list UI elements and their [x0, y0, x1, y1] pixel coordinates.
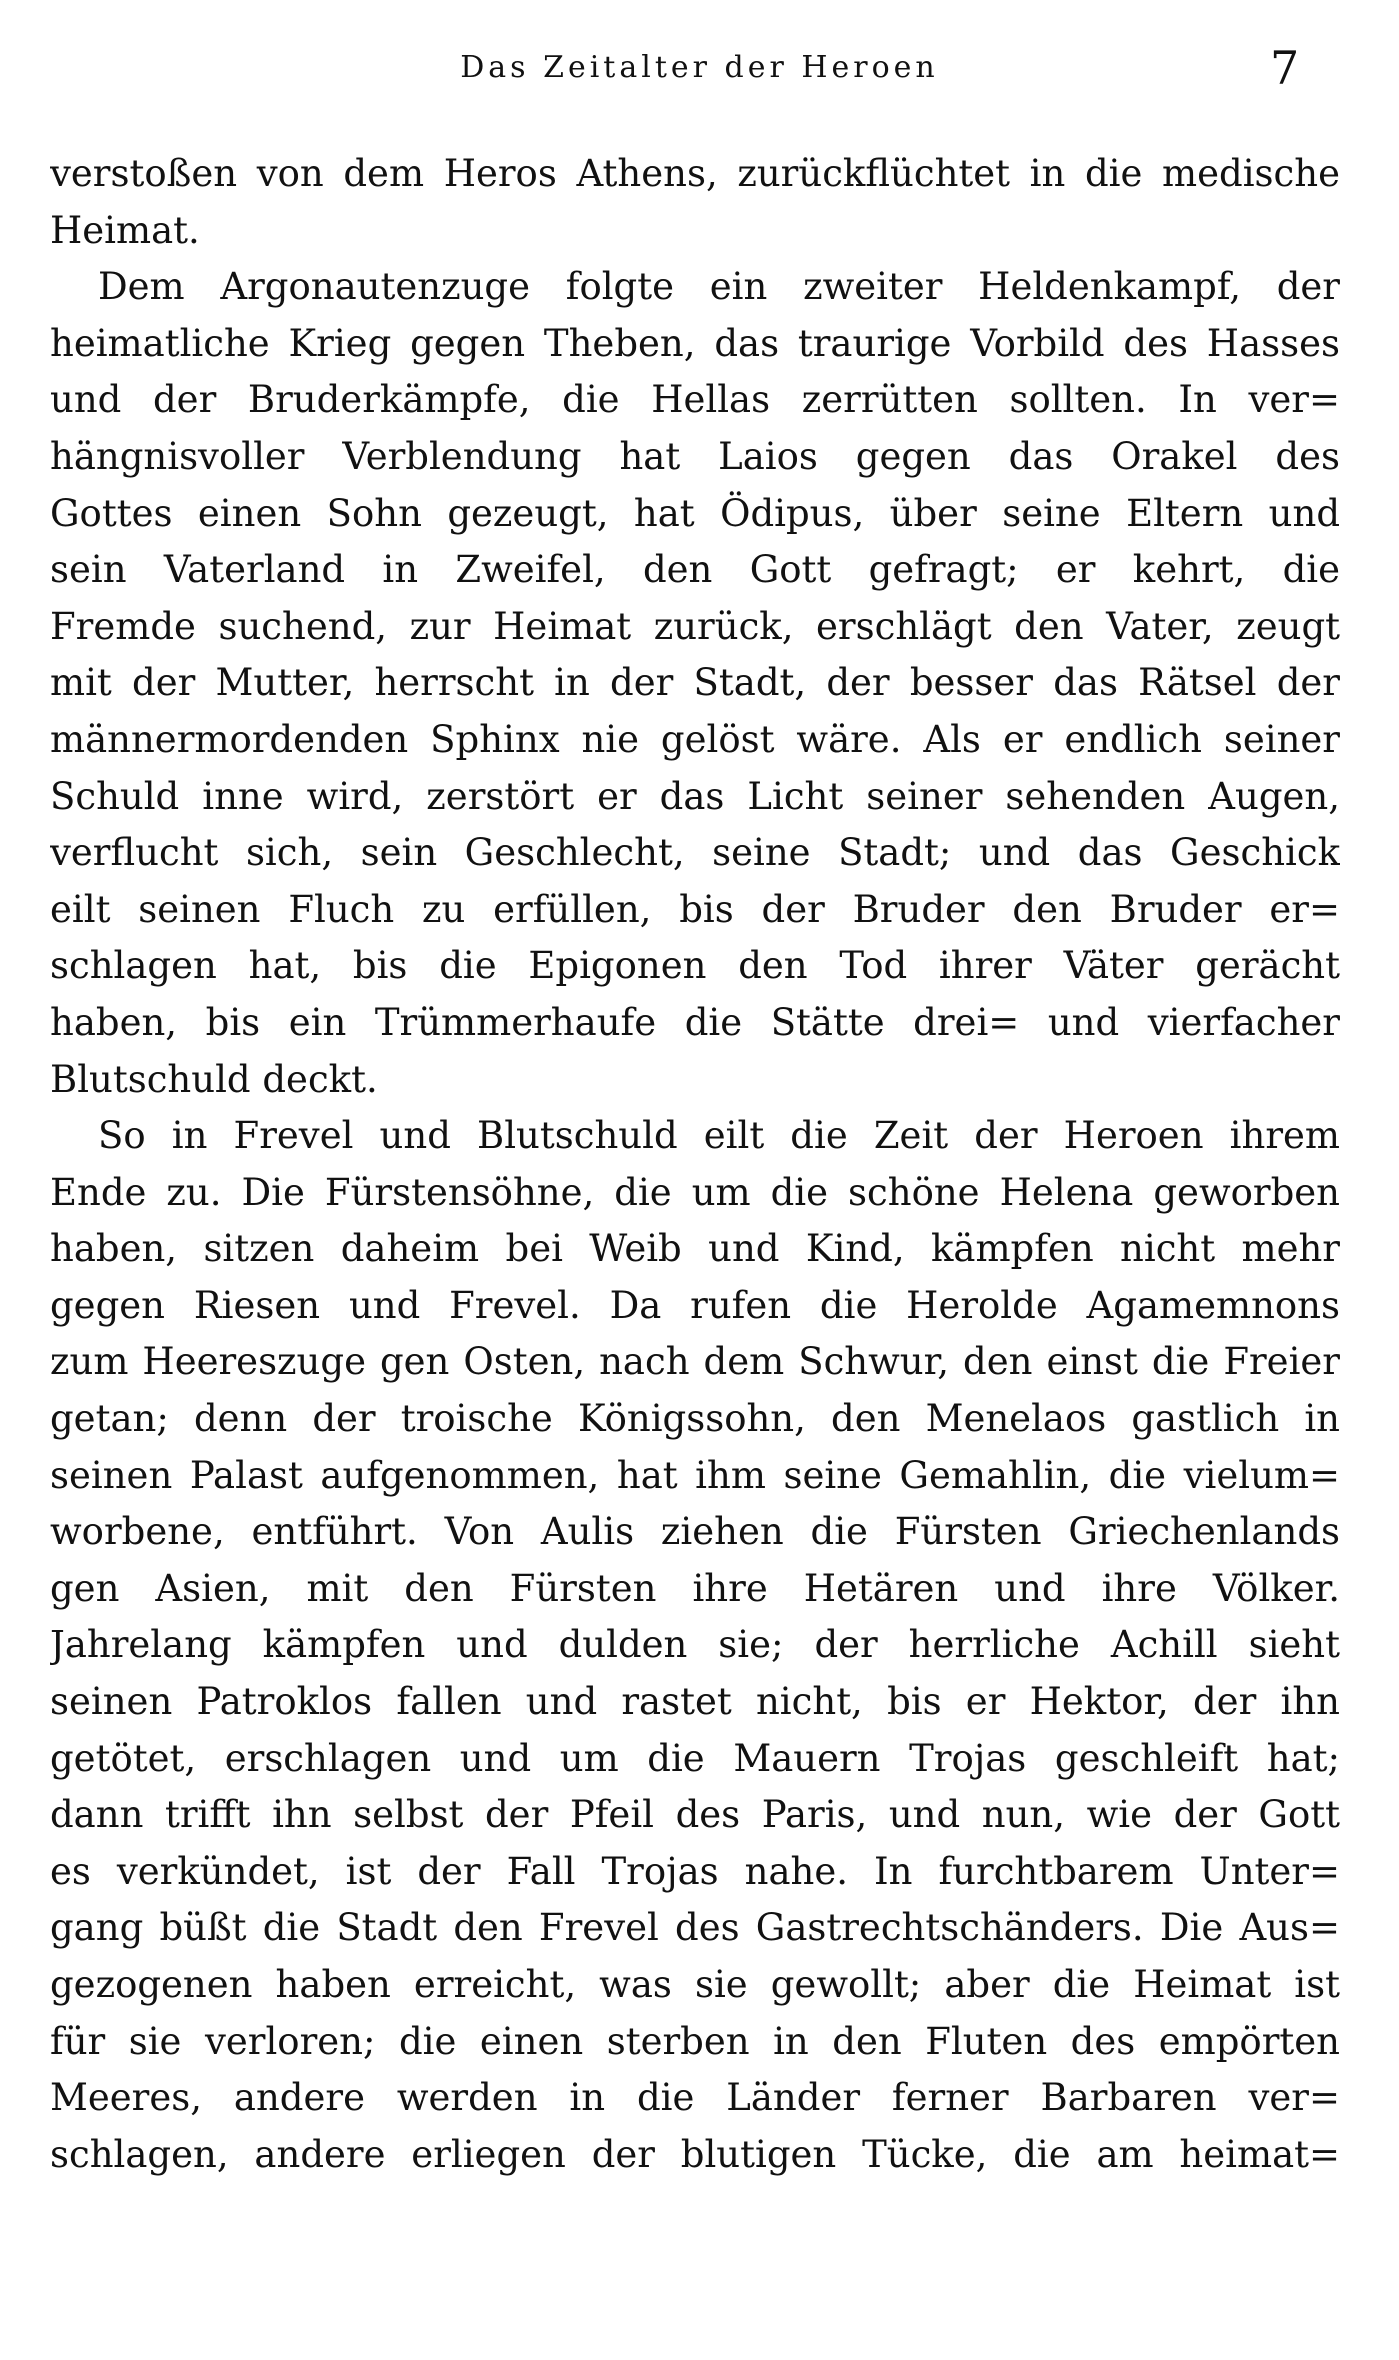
text-line: Ende zu. Die Fürstensöhne, die um die schöne Helena geworben	[50, 1170, 1340, 1214]
text-line: eilt seinen Fluch zu erfüllen, bis der Bruder den Bruder er=	[50, 887, 1340, 931]
text-line: Gottes einen Sohn gezeugt, hat Ödipus, über seine Eltern und	[50, 491, 1340, 535]
text-line: Meeres, andere werden in die Länder ferner Barbaren ver=	[50, 2076, 1340, 2120]
text-line: So in Frevel und Blutschuld eilt die Zeit der Heroen ihrem	[98, 1114, 1340, 1158]
text-line: Schuld inne wird, zerstört er das Licht seiner sehenden Augen,	[50, 774, 1340, 818]
text-line: und der Bruderkämpfe, die Hellas zerrütten sollten. In ver=	[50, 378, 1340, 422]
text-line: Fremde suchend, zur Heimat zurück, erschlägt den Vater, zeugt	[50, 604, 1340, 648]
text-line: schlagen hat, bis die Epigonen den Tod ihrer Väter gerächt	[50, 944, 1340, 988]
text-line: gen Asien, mit den Fürsten ihre Hetären und ihre Völker.	[50, 1566, 1340, 1610]
text-line: es verkündet, ist der Fall Trojas nahe. In furchtbarem Unter=	[50, 1849, 1340, 1893]
text-line: Heimat.	[50, 208, 200, 252]
text-line: verflucht sich, sein Geschlecht, seine Stadt; und das Geschick	[50, 831, 1340, 875]
text-line: getan; denn der troische Königssohn, den Menelaos gastlich in	[50, 1397, 1340, 1441]
text-line: heimatliche Krieg gegen Theben, das traurige Vorbild des Hasses	[50, 321, 1340, 365]
text-line: männermordenden Sphinx nie gelöst wäre. Als er endlich seiner	[50, 717, 1340, 761]
text-line: schlagen, andere erliegen der blutigen Tücke, die am heimat=	[50, 2132, 1340, 2176]
text-line: hängnisvoller Verblendung hat Laios gegen das Orakel des	[50, 434, 1340, 478]
text-line: mit der Mutter, herrscht in der Stadt, der besser das Rätsel der	[50, 661, 1340, 705]
text-line: Blutschuld deckt.	[50, 1057, 378, 1101]
text-line: haben, bis ein Trümmerhaufe die Stätte drei= und vierfacher	[50, 1000, 1340, 1044]
body-text	[50, 146, 1340, 2183]
running-head: Das Zeitalter der Heroen	[460, 50, 939, 85]
text-line: für sie verloren; die einen sterben in den Fluten des empörten	[50, 2019, 1340, 2063]
text-line: gegen Riesen und Frevel. Da rufen die Herolde Agamemnons	[50, 1283, 1340, 1327]
text-line: Dem Argonautenzuge folgte ein zweiter Heldenkampf, der	[98, 265, 1340, 309]
text-line: zum Heereszuge gen Osten, nach dem Schwur, den einst die Freier	[50, 1340, 1340, 1384]
text-line: dann trifft ihn selbst der Pfeil des Paris, und nun, wie der Gott	[50, 1793, 1340, 1837]
text-line: seinen Palast aufgenommen, hat ihm seine Gemahlin, die vielum=	[50, 1453, 1340, 1497]
text-line: verstoßen von dem Heros Athens, zurückflüchtet in die medische	[50, 152, 1340, 195]
text-line: Jahrelang kämpfen und dulden sie; der herrliche Achill sieht	[50, 1623, 1340, 1667]
text-line: sein Vaterland in Zweifel, den Gott gefragt; er kehrt, die	[50, 548, 1340, 592]
text-line: worbene, entführt. Von Aulis ziehen die Fürsten Griechenlands	[50, 1510, 1340, 1554]
page-number: 7	[1270, 41, 1300, 95]
text-line: getötet, erschlagen und um die Mauern Trojas geschleift hat;	[50, 1736, 1340, 1780]
text-line: gang büßt die Stadt den Frevel des Gastrechtschänders. Die Aus=	[50, 1906, 1340, 1950]
text-line: haben, sitzen daheim bei Weib und Kind, kämpfen nicht mehr	[50, 1227, 1340, 1271]
text-line: gezogenen haben erreicht, was sie gewollt; aber die Heimat ist	[50, 1963, 1340, 2006]
text-line: seinen Patroklos fallen und rastet nicht, bis er Hektor, der ihn	[50, 1680, 1340, 1724]
